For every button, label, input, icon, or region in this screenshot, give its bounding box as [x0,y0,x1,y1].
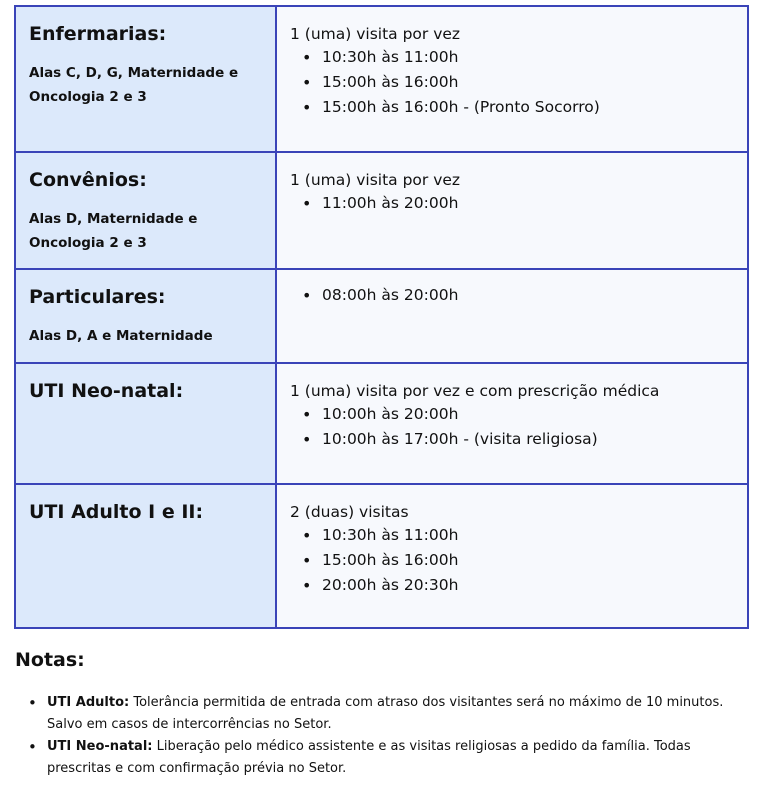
time-item: • 15:00h às 16:00h - (Pronto Socorro) [322,95,735,120]
sector-wards [29,324,263,348]
sector-title: Convênios: [29,169,147,191]
sector-cell [15,269,276,363]
schedule-cell [276,484,748,628]
time-item: • 15:00h às 16:00h [322,70,735,95]
time-list [290,523,735,598]
note-item [47,736,755,780]
schedule-cell [276,152,748,269]
table-row [15,484,748,628]
note-text: Tolerância permitida de entrada com atraso dos visitantes será no máximo de 10 minutos. Salvo em casos de intercorrências no Setor. [47,695,724,732]
schedule-cell [276,269,748,363]
time-item: • 10:30h às 11:00h [322,45,735,70]
time-list [290,191,735,216]
sector-title: UTI Neo-natal: [29,380,184,402]
sector-wards [29,207,263,255]
table-row [15,6,748,152]
sector-title: Particulares: [29,286,166,308]
sector-wards [29,61,263,109]
notes-list [15,692,755,780]
visit-rule: 1 (uma) visita por vez [290,25,461,43]
schedule-cell [276,363,748,484]
time-item: • 20:00h às 20:30h [322,573,735,598]
table-row [15,363,748,484]
sector-cell [15,363,276,484]
notes-heading: Notas: [15,649,85,671]
sector-title: UTI Adulto I e II: [29,501,204,523]
time-item: • 10:00h às 20:00h [322,402,735,427]
sector-cell [15,152,276,269]
sector-cell [15,484,276,628]
time-list [290,283,735,308]
time-item: • 10:30h às 11:00h [322,523,735,548]
time-item: • 10:00h às 17:00h - (visita religiosa) [322,427,735,452]
visit-rule: 1 (uma) visita por vez e com prescrição médica [290,382,660,400]
time-item: • 15:00h às 16:00h [322,548,735,573]
ward-line: Oncologia 2 e 3 [29,89,147,105]
note-text: Liberação pelo médico assistente e as visitas religiosas a pedido da família. Todas prescritas e com confirmação prévia no Setor. [47,739,691,776]
visit-rule: 1 (uma) visita por vez [290,171,461,189]
ward-line: Alas D, A e Maternidade [29,328,213,344]
table-row [15,152,748,269]
ward-line: Oncologia 2 e 3 [29,235,147,251]
note-label: UTI Neo-natal: [47,739,153,754]
sector-cell [15,6,276,152]
sector-title: Enfermarias: [29,23,167,45]
time-item: • 11:00h às 20:00h [322,191,735,216]
schedule-cell [276,6,748,152]
visiting-hours-table [14,5,749,629]
ward-line: Alas D, Maternidade e [29,211,198,227]
time-list [290,45,735,120]
table-row [15,269,748,363]
note-label: UTI Adulto: [47,695,130,710]
time-item: • 08:00h às 20:00h [322,283,735,308]
ward-line: Alas C, D, G, Maternidade e [29,65,239,81]
visit-rule: 2 (duas) visitas [290,503,409,521]
time-list [290,402,735,452]
note-item [47,692,755,736]
